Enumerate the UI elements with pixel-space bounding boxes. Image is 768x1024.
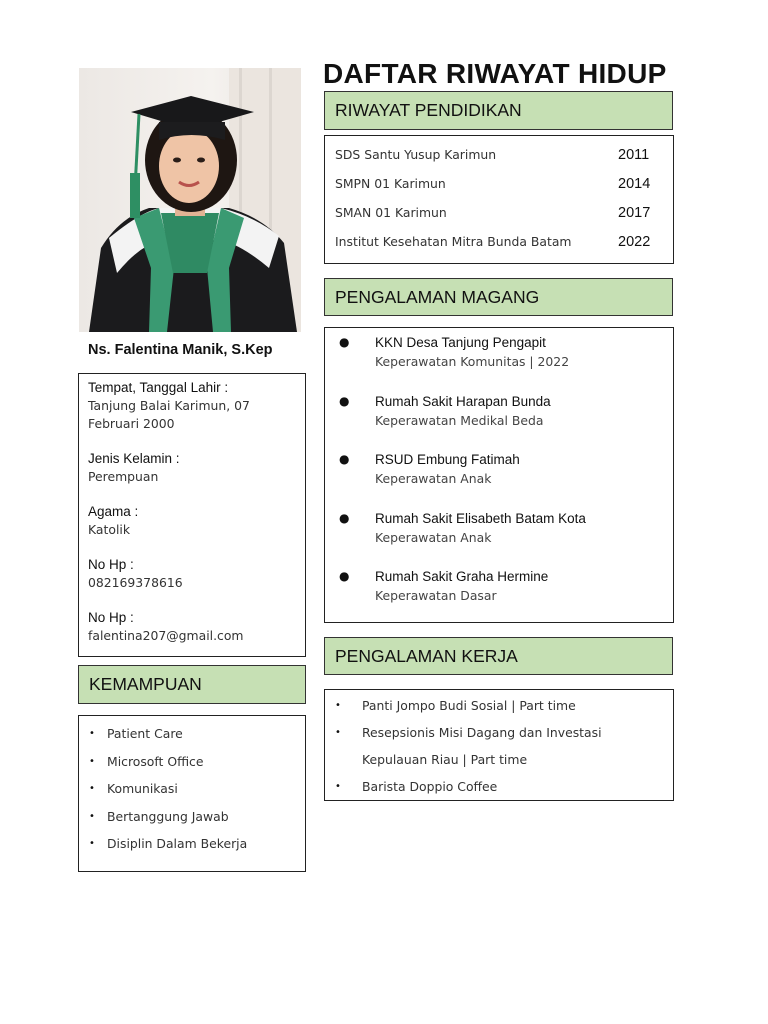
gender-value: Perempuan (88, 469, 159, 484)
education-year: 2017 (618, 204, 651, 221)
bullet-icon: ● (339, 393, 350, 408)
internship-dept: Keperawatan Komunitas | 2022 (375, 354, 570, 369)
list-item (335, 392, 663, 451)
table-row (335, 227, 663, 256)
list-item (89, 830, 295, 858)
work-box (324, 689, 674, 801)
bullet-icon: ● (339, 335, 350, 349)
graduation-portrait-photo (79, 68, 301, 332)
education-year: 2014 (618, 175, 651, 192)
page-title: DAFTAR RIWAYAT HIDUP (323, 58, 667, 89)
work-list (335, 692, 663, 800)
education-box (324, 135, 674, 264)
bullet-icon: • (89, 783, 95, 795)
internship-heading: PENGALAMAN MAGANG (324, 278, 673, 316)
bullet-icon: • (89, 838, 95, 850)
table-row (335, 140, 663, 169)
bullet-icon: • (335, 727, 341, 738)
table-row (335, 169, 663, 198)
work-label: Barista Doppio Coffee (362, 779, 498, 794)
work-label: Panti Jompo Budi Sosial | Part time (362, 698, 576, 713)
bullet-icon: • (89, 728, 95, 739)
internship-dept: Keperawatan Anak (375, 471, 492, 487)
internship-dept: Keperawatan Dasar (375, 588, 497, 604)
bullet-icon: • (89, 755, 95, 767)
profile-name: Ns. Falentina Manik, S.Kep (88, 342, 273, 358)
bullet-icon: • (89, 810, 95, 822)
bullet-icon: • (335, 781, 341, 792)
birth-value (88, 397, 296, 433)
internship-dept: Keperawatan Medikal Beda (375, 412, 544, 428)
skill-label: Microsoft Office (107, 753, 204, 769)
birth-label: Tempat, Tanggal Lahir : (88, 380, 229, 395)
education-year: 2011 (618, 146, 650, 163)
table-row (335, 198, 663, 227)
skill-label: Komunikasi (107, 781, 178, 797)
education-school: SMPN 01 Karimun (335, 176, 446, 191)
bullet-icon: ● (339, 452, 350, 467)
birth-value-line2: Februari 2000 (88, 416, 175, 431)
skill-label: Bertanggung Jawab (107, 808, 229, 824)
internship-place: RSUD Embung Fatimah (375, 452, 520, 468)
list-item (335, 450, 663, 509)
list-item (89, 748, 295, 776)
phone-value: 082169378616 (88, 575, 183, 590)
skills-box (78, 715, 306, 872)
phone-label: No Hp : (88, 557, 134, 572)
religion-label: Agama : (88, 504, 139, 519)
skills-heading: KEMAMPUAN (78, 665, 306, 704)
list-item (335, 509, 663, 568)
list-item-continuation (335, 746, 663, 773)
work-heading: PENGALAMAN KERJA (324, 637, 673, 675)
list-item (335, 692, 663, 719)
internship-place: Rumah Sakit Elisabeth Batam Kota (375, 510, 586, 526)
work-label: Resepsionis Misi Dagang dan Investasi (362, 725, 602, 740)
skills-list (89, 720, 295, 858)
internship-place: KKN Desa Tanjung Pengapit (375, 335, 546, 350)
education-school: SMAN 01 Karimun (335, 205, 447, 220)
list-item (89, 720, 295, 748)
internship-place: Rumah Sakit Harapan Bunda (375, 393, 551, 409)
education-school: SDS Santu Yusup Karimun (335, 147, 497, 162)
internship-box (324, 327, 674, 623)
personal-info-box (78, 373, 306, 657)
list-item (89, 803, 295, 831)
list-item (335, 333, 663, 392)
skill-label: Disiplin Dalam Bekerja (107, 836, 248, 852)
email-value: falentina207@gmail.com (88, 628, 244, 643)
email-label: No Hp : (88, 610, 134, 625)
education-school: Institut Kesehatan Mitra Bunda Batam (335, 234, 572, 249)
bullet-icon: ● (339, 569, 350, 584)
list-item (335, 567, 663, 626)
education-year: 2022 (618, 233, 651, 250)
profile-photo (79, 68, 301, 332)
birth-value-line1: Tanjung Balai Karimun, 07 (88, 398, 250, 413)
education-heading: RIWAYAT PENDIDIKAN (324, 91, 673, 130)
list-item (89, 775, 295, 803)
bullet-icon: ● (339, 510, 350, 525)
work-label: Kepulauan Riau | Part time (362, 752, 528, 767)
internship-place: Rumah Sakit Graha Hermine (375, 569, 549, 585)
bullet-icon: • (335, 700, 341, 711)
list-item (335, 719, 663, 746)
religion-value: Katolik (88, 522, 130, 537)
internship-dept: Keperawatan Anak (375, 529, 492, 545)
list-item (335, 773, 663, 800)
skill-label: Patient Care (107, 726, 183, 741)
gender-label: Jenis Kelamin : (88, 451, 180, 466)
